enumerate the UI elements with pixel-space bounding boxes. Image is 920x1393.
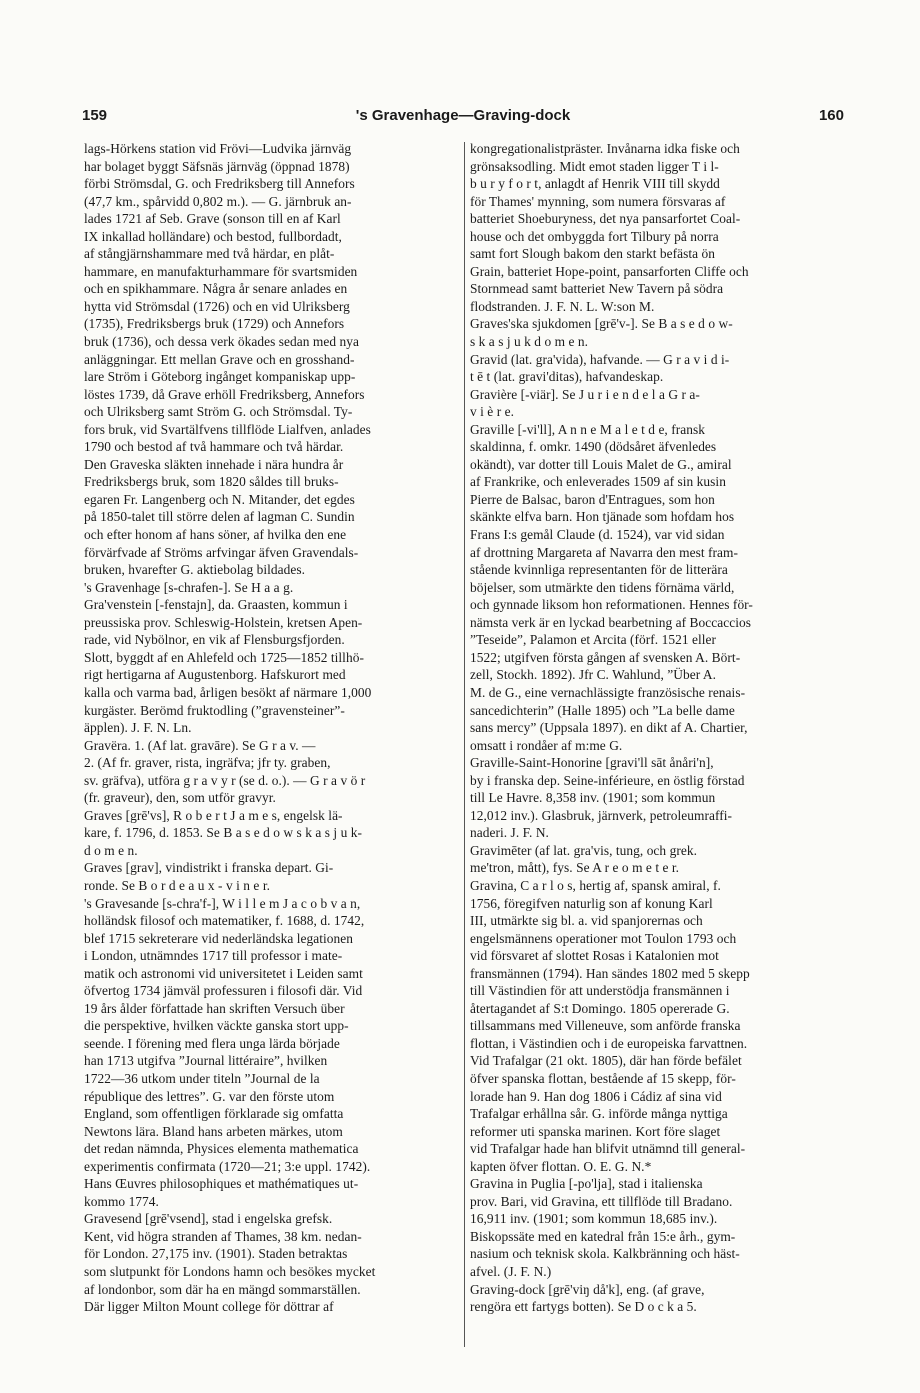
text-line: af drottning Margareta af Navarra den mest fram- [470,544,738,560]
text-line: prov. Bari, vid Gravina, ett tillflöde till Bradano. [470,1193,733,1209]
text-line: Kent, vid högra stranden af Thames, 38 km. nedan- [84,1228,362,1244]
text-line: Graving-dock [grē'viŋ då'k], eng. (af grave, [470,1281,705,1297]
text-line: Hans Œuvres philosophiques et mathématiques ut- [84,1176,359,1192]
text-line: blef 1715 sekreterare vid nederländska legationen [84,930,354,946]
text-line: det redan nämnda, Physices elementa mathematica [84,1141,359,1157]
text-line: me'tron, mått), fys. Se A r e o m e t e r. [470,860,680,876]
text-line: i London, utnämndes 1717 till professor i mate- [84,948,343,964]
text-line: Gravina, C a r l o s, hertig af, spansk amiral, f. [470,877,721,893]
page-number-left: 159 [82,107,108,124]
text-line: (1735), Fredriksbergs bruk (1729) och Annefors [84,316,345,332]
text-line: till Le Havre. 8,358 inv. (1901; som kommun [470,790,716,806]
text-line: kurgäster. Berömd fruktodling (”gravensteiner”- [84,702,345,718]
text-line: förbi Strömsdal, G. och Fredriksberg till Annefors [84,176,355,192]
text-line: och en spikhammare. Några år senare anlades en [84,281,348,297]
text-line: löstes 1739, då Grave erhöll Fredriksberg, Annefors [84,386,365,402]
text-line: och efter honom af hans söner, af hvilka den ene [84,527,347,543]
text-line: vid Trafalgar hade han blifvit utnämnd till general- [470,1141,746,1157]
text-line: lorade han 9. Han dog 1806 i Cádiz af sina vid [470,1088,722,1104]
text-line: lades 1721 af Seb. Grave (sonson till en af Karl [84,211,341,227]
text-line: Gravimēter (af lat. gra'vis, tung, och grek. [470,842,697,858]
text-line: M. de G., eine vernachlässigte französische renais- [470,684,746,700]
text-line: IX inkallad holländare) och bestod, fullbordadt, [84,228,342,244]
text-line: sancedichterin” (Halle 1895) och ”La belle dame [470,702,735,718]
text-line: flottan, i Västindien och i de europeiska farvattnen. [470,1035,748,1051]
text-line: kalla och varma bad, årligen besökt af närmare 1,000 [84,684,372,700]
text-line: och gynnade liksom hon reformationen. Hennes för- [470,597,753,613]
text-line: 1722—36 utkom under titeln ”Journal de la [84,1070,320,1086]
text-line: die perspektive, hvilken väckte ganska stort upp- [84,1018,349,1034]
text-line: egaren Fr. Langenberg och N. Mitander, det egdes [84,491,355,507]
text-line: Graves [grē'vs], R o b e r t J a m e s, engelsk lä- [84,807,343,823]
text-line: Gravesend [grē'vsend], stad i engelska grefsk. [84,1211,333,1227]
text-line: Gra'venstein [-fenstajn], da. Graasten, kommun i [84,597,348,613]
text-line: Den Graveska släkten innehade i nära hundra år [84,456,344,472]
page-header [82,107,844,127]
text-line: Graves [grav], vindistrikt i franska depart. Gi- [84,860,334,876]
text-line: öfver spanska flottan, bestående af 15 skepp, för- [470,1070,736,1086]
text-line: 19 års ålder författade han skriften Versuch über [84,1000,345,1016]
text-line: preussiska prov. Schleswig-Holstein, kretsen Apen- [84,614,363,630]
text-line: batteriet Shoeburyness, det nya pansarfortet Coal- [470,211,741,227]
text-line: lare Ström i Göteborg ingånget kompaniskap upp- [84,369,356,385]
text-line: kommo 1774. [84,1193,159,1209]
text-line: experimentis confirmata (1720—21; 3:e uppl. 1742). [84,1158,371,1174]
text-line: kongregationalistpräster. Invånarna idka fiske och [470,141,740,156]
text-line: by i franska dep. Seine-inférieure, en östlig förstad [470,772,745,788]
text-line: Grain, batteriet Hope-point, pansarforten Cliffe och [470,263,749,279]
text-line: på 1850-talet till större delen af lagman C. Sundin [84,509,355,525]
text-line: Gravëra. 1. (Af lat. gravāre). Se G r a v. — [84,737,316,753]
text-line: nämsta verk är en lyckad bearbetning af Boccaccios [470,614,751,630]
text-line: 1790 och bestod af två hammare och två härdar. [84,439,344,455]
text-line: skänkte elfva barn. Hon tjänade som hofdam hos [470,509,735,525]
text-line: sans mercy” (Uppsala 1897). en dikt af A. Chartier, [470,720,748,736]
text-line: samt fort Slough bakom den starkt befästa ön [470,246,716,262]
text-line: seende. I förening med flera unga lärda började [84,1035,340,1051]
text-line: till Västindien för att understödja fransmännen i [470,983,730,999]
text-line: af londonbor, som där ha en mängd sommarställen. [84,1281,361,1297]
text-line: afvel. (J. F. N.) [470,1264,552,1279]
text-line: rade, vid Nybölnor, en vik af Flensburgsfjorden. [84,632,345,648]
text-line: république des lettres”. G. var den förste utom [84,1088,335,1104]
text-line: t ē t (lat. gravi'ditas), hafvandeskap. [470,369,664,385]
text-line: holländsk filosof och matematiker, f. 1688, d. 1742, [84,913,365,929]
text-line: af Frankrike, och enleverades 1509 af sin kusin [470,474,726,490]
text-line: stående kvinnliga representanten för de litterära [470,562,728,578]
text-line: engelsmännens operationer mot Toulon 1793 och [470,930,737,946]
text-line: af stångjärnshammare med två härdar, en plåt- [84,246,335,262]
text-line: Gravière [-viär]. Se J u r i e n d e l a G r a- [470,386,700,402]
text-line: ”Teseide”, Palamon et Arcita (förf. 1521 eller [470,632,717,648]
text-line: Där ligger Milton Mount college för döttrar af [84,1299,334,1315]
text-line: Newtons lära. Bland hans arbeten märkes, utom [84,1123,343,1139]
text-line: 16,911 inv. (1901; som kommun 18,685 inv.). [470,1211,718,1227]
text-line: Biskopssäte med en katedral från 15:e årh., gym- [470,1228,736,1244]
text-line: har bolaget byggt Säfsnäs järnväg (öppnad 1878) [84,158,350,174]
text-line: kare, f. 1796, d. 1853. Se B a s e d o w s k a s j u k- [84,825,362,841]
text-line: böjelser, som utmärkte den tidens förnäma värld, [470,579,735,595]
text-line: anläggningar. Ett mellan Grave och en grosshand- [84,351,355,367]
text-line: England, som offentligen förklarade sig omfatta [84,1106,344,1122]
text-line: house och det ombyggda fort Tilbury på norra [470,228,719,244]
text-line: Graves'ska sjukdomen [grē'v-]. Se B a s e d o w- [470,316,733,332]
running-title: 's Gravenhage—Graving-dock [355,107,571,124]
text-line: Graville-Saint-Honorine [gravi'll sāt ånåri'n], [470,755,714,771]
text-line: och Ulriksberg samt Ström G. och Strömsdal. Ty- [84,404,353,420]
text-line: nasium och teknisk skola. Kalkbränning och häst- [470,1246,740,1262]
text-line: s k a s j u k d o m e n. [470,334,588,350]
text-line: b u r y f o r t, anlagdt af Henrik VIII till skydd [470,176,720,192]
text-line: fors bruk, vid Svartälfvens tillflöde Lialfven, anlades [84,421,371,437]
text-line: han 1713 utgifva ”Journal littéraire”, hvilken [84,1053,328,1069]
text-line: Stornmead samt batteriet New Tavern på södra [470,281,724,297]
text-line: 1756, föregifven naturlig son af konung Karl [470,895,713,911]
text-line: 's Gravesande [s-chra'f-], W i l l e m J a c o b v a n, [84,895,361,911]
text-line: för Thames' mynning, som numera försvaras af [470,193,726,209]
text-line: sv. gräfva), utföra g r a v y r (se d. o.). — G r a v ö r [84,772,366,788]
right-column [470,140,847,1316]
text-line: förvärfvade af Ströms arfvingar äfven Gravendals- [84,544,359,560]
text-line: rengöra ett fartygs botten). Se D o c k a 5. [470,1299,697,1315]
text-line: flodstranden. J. F. N. L. W:son M. [470,298,655,314]
text-line: omsatt i rondåer af m:me G. [470,737,623,753]
text-line: ronde. Se B o r d e a u x - v i n e r. [84,877,270,893]
column-divider [464,142,465,1347]
text-line: grönsaksodling. Midt emot staden ligger T i l- [470,158,719,174]
text-line: v i è r e. [470,404,514,420]
text-line: vid försvaret af slottet Rosas i Katalonien mot [470,948,719,964]
text-line: äpplen). J. F. N. Ln. [84,720,192,736]
left-column [84,140,461,1316]
text-line: Slott, byggdt af en Ahlefeld och 1725—1852 tillhö- [84,649,364,665]
text-line: naderi. J. F. N. [470,825,549,841]
text-line: Vid Trafalgar (21 okt. 1805), där han förde befälet [470,1053,742,1069]
text-line: reformer uti spanska marinen. Kort före slaget [470,1123,721,1139]
text-line: Graville [-vi'll], A n n e M a l e t d e, fransk [470,421,705,437]
text-line: kapten öfver flottan. O. E. G. N.* [470,1158,652,1174]
text-line: hammare, en manufakturhammare för svartsmiden [84,263,358,279]
text-line: d o m e n. [84,842,138,858]
page-number-right: 160 [818,107,844,124]
text-line: bruken, hvarefter G. aktiebolag bildades. [84,562,306,578]
text-line: (fr. graveur), den, som utför gravyr. [84,790,276,806]
text-line: tillsammans med Villeneuve, som anförde franska [470,1018,741,1034]
text-line: bruk (1736), och dessa verk ökades sedan med nya [84,334,359,350]
text-line: (47,7 km., spårvidd 0,802 m.). — G. järnbruk an- [84,193,352,209]
text-line: hytta vid Strömsdal (1726) och en vid Ulriksberg [84,298,350,314]
text-line: Frans I:s gemål Claude (d. 1524), var vid sidan [470,527,725,543]
text-line: 12,012 inv.). Glasbruk, järnverk, petroleumraffi- [470,807,733,823]
text-line: III, utmärkte sig bl. a. vid spanjorernas och [470,913,703,929]
text-line: lags-Hörkens station vid Frövi—Ludvika järnväg [84,141,352,156]
text-line: 's Gravenhage [s-chrafen-]. Se H a a g. [84,579,294,595]
text-line: rigt hertigarna af Augustenborg. Hafskurort med [84,667,346,683]
text-line: Gravid (lat. gra'vida), hafvande. — G r a v i d i- [470,351,730,367]
text-line: återtagandet af S:t Domingo. 1805 opererade G. [470,1000,730,1016]
text-line: skaldinna, f. omkr. 1490 (dödsåret äfvenledes [470,439,717,455]
text-line: Trafalgar erhållna sår. G. införde många nyttiga [470,1106,728,1122]
text-line: zell, Stockh. 1892). Jfr C. Wahlund, ”Über A. [470,667,717,683]
text-line: Pierre de Balsac, baron d'Entragues, som hon [470,491,715,507]
text-line: 2. (Af fr. graver, rista, ingräfva; jfr ty. graben, [84,755,331,771]
text-line: för London. 27,175 inv. (1901). Staden betraktas [84,1246,348,1262]
text-line: fransmännen (1794). Han sändes 1802 med 5 skepp [470,965,750,981]
text-line: okändt), var dotter till Louis Malet de G., amiral [470,456,732,472]
text-line: matik och astronomi vid universitetet i Leiden samt [84,965,363,981]
text-line: öfvertog 1734 jämväl professuren i filosofi där. Vid [84,983,363,999]
text-line: Fredriksbergs bruk, som 1820 såldes till bruks- [84,474,339,490]
text-line: som slutpunkt för Londons hamn och besökes mycket [84,1264,376,1279]
text-line: 1522; utgifven första gången af svensken A. Bört- [470,649,741,665]
text-line: Gravina in Puglia [-po'lja], stad i italienska [470,1176,703,1192]
